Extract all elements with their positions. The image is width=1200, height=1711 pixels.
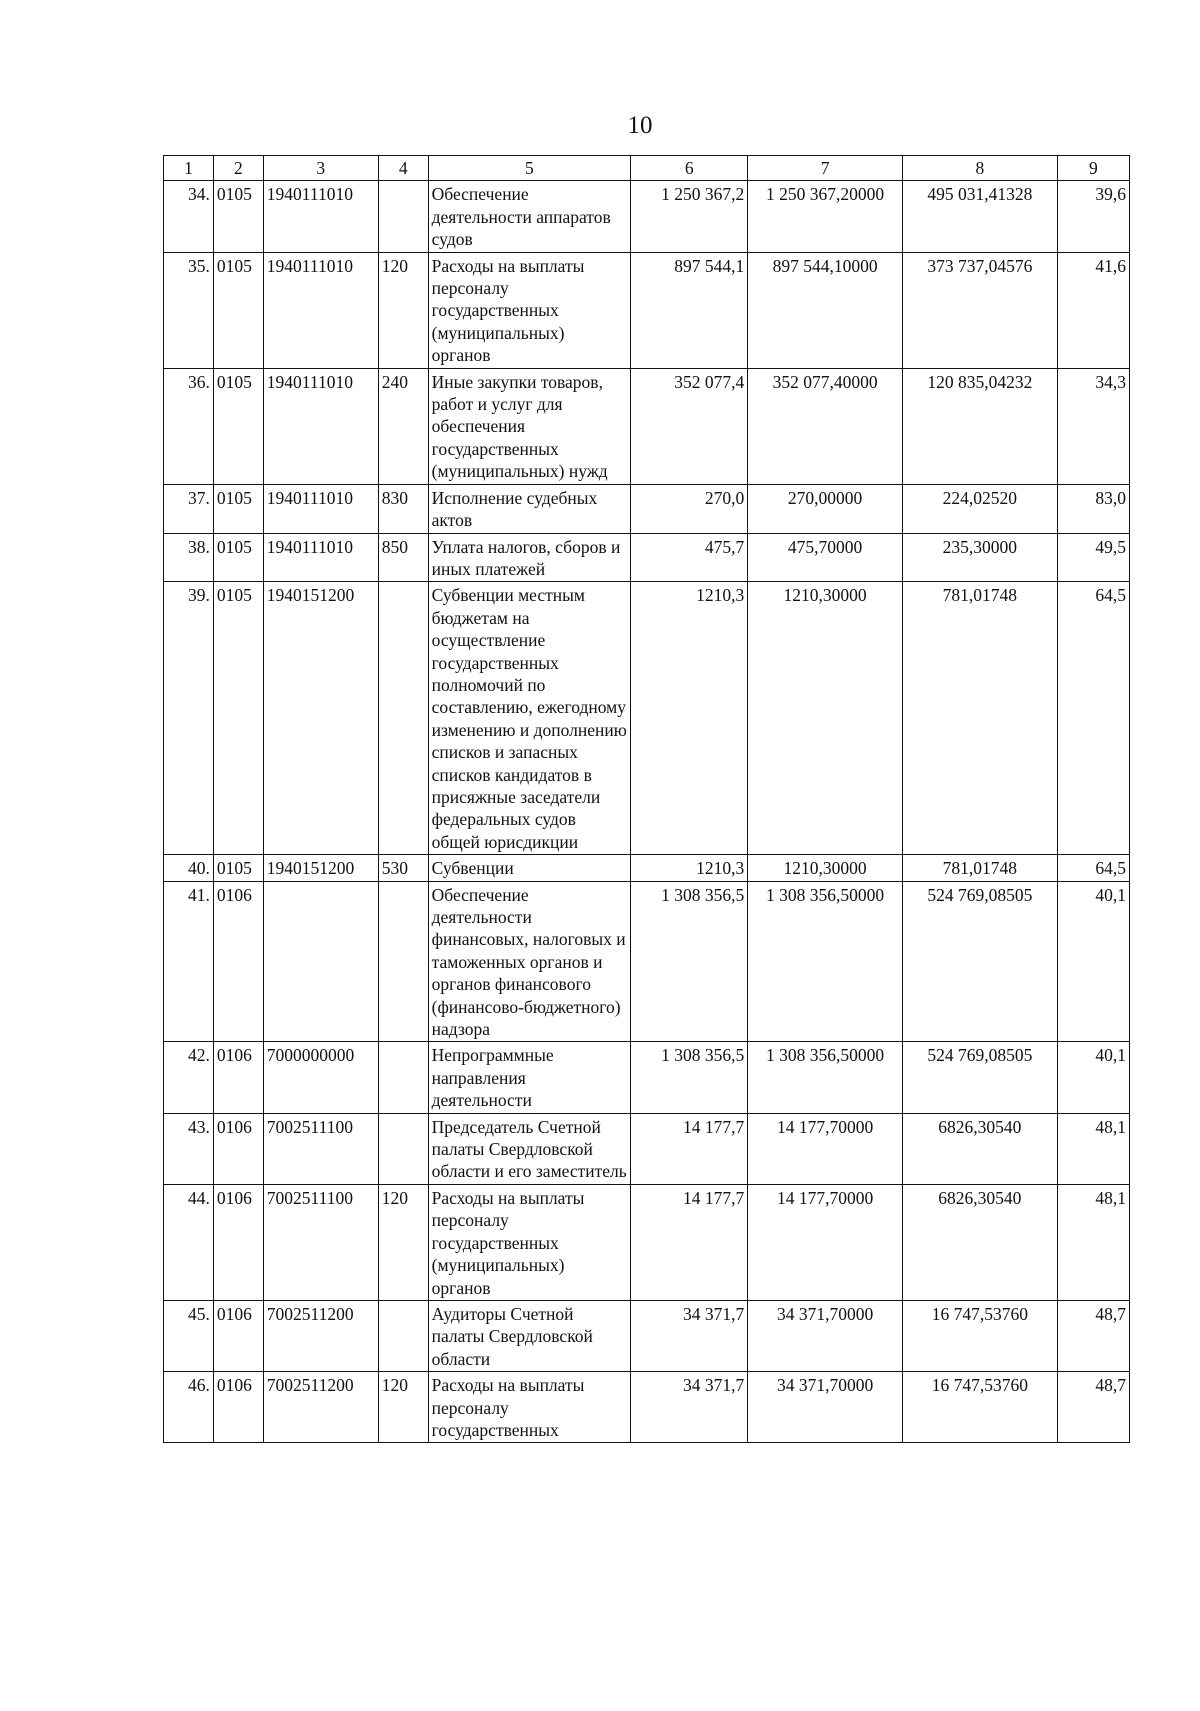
budget-amount-cell: 1 308 356,50000 <box>748 1042 903 1113</box>
row-number-cell: 39. <box>164 582 214 855</box>
executed-amount-cell: 524 769,08505 <box>902 881 1057 1042</box>
expense-type-cell <box>378 582 428 855</box>
percent-cell: 64,5 <box>1057 855 1129 881</box>
section-code-cell: 0106 <box>213 881 263 1042</box>
table-row <box>164 855 1130 881</box>
row-number-cell: 43. <box>164 1113 214 1184</box>
percent-cell: 49,5 <box>1057 533 1129 582</box>
table-row <box>164 252 1130 368</box>
expense-type-cell <box>378 1113 428 1184</box>
section-code-cell: 0105 <box>213 368 263 484</box>
budget-amount-cell: 1 308 356,50000 <box>748 881 903 1042</box>
target-article-cell: 7002511200 <box>263 1372 378 1443</box>
percent-cell: 48,1 <box>1057 1113 1129 1184</box>
plan-amount-cell: 1 250 367,2 <box>631 181 748 252</box>
name-cell: Обеспечение деятельности финансовых, налоговых и таможенных органов и органов финансового (финансово-бюджетного) надзора <box>428 881 631 1042</box>
row-number-cell: 44. <box>164 1184 214 1300</box>
plan-amount-cell: 1 308 356,5 <box>631 881 748 1042</box>
plan-amount-cell: 14 177,7 <box>631 1184 748 1300</box>
target-article-cell: 1940151200 <box>263 855 378 881</box>
expense-type-cell <box>378 1300 428 1371</box>
row-number-cell: 38. <box>164 533 214 582</box>
section-code-cell: 0106 <box>213 1113 263 1184</box>
budget-amount-cell: 352 077,40000 <box>748 368 903 484</box>
budget-amount-cell: 14 177,70000 <box>748 1113 903 1184</box>
budget-amount-cell: 270,00000 <box>748 484 903 533</box>
name-cell: Обеспечение деятельности аппаратов судов <box>428 181 631 252</box>
target-article-cell: 1940151200 <box>263 582 378 855</box>
budget-amount-cell: 34 371,70000 <box>748 1372 903 1443</box>
executed-amount-cell: 6826,30540 <box>902 1184 1057 1300</box>
name-cell: Аудиторы Счетной палаты Свердловской области <box>428 1300 631 1371</box>
percent-cell: 40,1 <box>1057 1042 1129 1113</box>
table-header-row <box>164 156 1130 181</box>
expense-type-cell <box>378 1042 428 1113</box>
header-cell: 1 <box>164 156 214 181</box>
expense-type-cell: 120 <box>378 1184 428 1300</box>
table-row <box>164 1042 1130 1113</box>
table-row <box>164 368 1130 484</box>
target-article-cell: 1940111010 <box>263 484 378 533</box>
section-code-cell: 0105 <box>213 252 263 368</box>
name-cell: Председатель Счетной палаты Свердловской области и его заместитель <box>428 1113 631 1184</box>
row-number-cell: 46. <box>164 1372 214 1443</box>
expense-type-cell: 830 <box>378 484 428 533</box>
target-article-cell: 1940111010 <box>263 368 378 484</box>
table-row <box>164 484 1130 533</box>
expense-type-cell: 120 <box>378 252 428 368</box>
target-article-cell: 1940111010 <box>263 181 378 252</box>
plan-amount-cell: 475,7 <box>631 533 748 582</box>
header-cell: 2 <box>213 156 263 181</box>
header-cell: 4 <box>378 156 428 181</box>
executed-amount-cell: 524 769,08505 <box>902 1042 1057 1113</box>
budget-amount-cell: 14 177,70000 <box>748 1184 903 1300</box>
row-number-cell: 35. <box>164 252 214 368</box>
target-article-cell <box>263 881 378 1042</box>
percent-cell: 48,7 <box>1057 1300 1129 1371</box>
row-number-cell: 40. <box>164 855 214 881</box>
header-cell: 7 <box>748 156 903 181</box>
table-row <box>164 582 1130 855</box>
executed-amount-cell: 781,01748 <box>902 855 1057 881</box>
plan-amount-cell: 270,0 <box>631 484 748 533</box>
section-code-cell: 0106 <box>213 1300 263 1371</box>
row-number-cell: 37. <box>164 484 214 533</box>
name-cell: Расходы на выплаты персоналу государственных (муниципальных) органов <box>428 1184 631 1300</box>
executed-amount-cell: 781,01748 <box>902 582 1057 855</box>
name-cell: Иные закупки товаров, работ и услуг для обеспечения государственных (муниципальных) нужд <box>428 368 631 484</box>
expense-type-cell: 120 <box>378 1372 428 1443</box>
section-code-cell: 0105 <box>213 582 263 855</box>
row-number-cell: 34. <box>164 181 214 252</box>
budget-amount-cell: 475,70000 <box>748 533 903 582</box>
plan-amount-cell: 352 077,4 <box>631 368 748 484</box>
header-cell: 6 <box>631 156 748 181</box>
table-row <box>164 1372 1130 1443</box>
header-cell: 5 <box>428 156 631 181</box>
target-article-cell: 7002511100 <box>263 1184 378 1300</box>
page-number: 10 <box>627 112 653 139</box>
expense-type-cell: 240 <box>378 368 428 484</box>
percent-cell: 64,5 <box>1057 582 1129 855</box>
executed-amount-cell: 16 747,53760 <box>902 1372 1057 1443</box>
budget-amount-cell: 1 250 367,20000 <box>748 181 903 252</box>
header-cell: 8 <box>902 156 1057 181</box>
target-article-cell: 1940111010 <box>263 252 378 368</box>
budget-amount-cell: 897 544,10000 <box>748 252 903 368</box>
section-code-cell: 0106 <box>213 1042 263 1113</box>
row-number-cell: 45. <box>164 1300 214 1371</box>
table-row <box>164 1113 1130 1184</box>
plan-amount-cell: 1210,3 <box>631 855 748 881</box>
target-article-cell: 7002511200 <box>263 1300 378 1371</box>
percent-cell: 83,0 <box>1057 484 1129 533</box>
budget-amount-cell: 1210,30000 <box>748 855 903 881</box>
row-number-cell: 41. <box>164 881 214 1042</box>
expense-type-cell: 530 <box>378 855 428 881</box>
target-article-cell: 7000000000 <box>263 1042 378 1113</box>
name-cell: Субвенции <box>428 855 631 881</box>
percent-cell: 48,7 <box>1057 1372 1129 1443</box>
section-code-cell: 0105 <box>213 484 263 533</box>
table-row <box>164 181 1130 252</box>
row-number-cell: 42. <box>164 1042 214 1113</box>
executed-amount-cell: 495 031,41328 <box>902 181 1057 252</box>
name-cell: Расходы на выплаты персоналу государственных <box>428 1372 631 1443</box>
executed-amount-cell: 6826,30540 <box>902 1113 1057 1184</box>
section-code-cell: 0105 <box>213 181 263 252</box>
expense-type-cell: 850 <box>378 533 428 582</box>
name-cell: Субвенции местным бюджетам на осуществление государственных полномочий по составлению, ежегодному изменению и дополнению списков и запасных списков кандидатов в присяжные заседатели федеральных судов общей юрисдикции <box>428 582 631 855</box>
row-number-cell: 36. <box>164 368 214 484</box>
section-code-cell: 0106 <box>213 1372 263 1443</box>
table-row <box>164 881 1130 1042</box>
executed-amount-cell: 16 747,53760 <box>902 1300 1057 1371</box>
plan-amount-cell: 1 308 356,5 <box>631 1042 748 1113</box>
header-cell: 9 <box>1057 156 1129 181</box>
section-code-cell: 0105 <box>213 533 263 582</box>
percent-cell: 40,1 <box>1057 881 1129 1042</box>
table-row <box>164 1300 1130 1371</box>
plan-amount-cell: 897 544,1 <box>631 252 748 368</box>
plan-amount-cell: 34 371,7 <box>631 1300 748 1371</box>
plan-amount-cell: 14 177,7 <box>631 1113 748 1184</box>
name-cell: Уплата налогов, сборов и иных платежей <box>428 533 631 582</box>
name-cell: Исполнение судебных актов <box>428 484 631 533</box>
executed-amount-cell: 235,30000 <box>902 533 1057 582</box>
executed-amount-cell: 120 835,04232 <box>902 368 1057 484</box>
name-cell: Расходы на выплаты персоналу государственных (муниципальных) органов <box>428 252 631 368</box>
percent-cell: 34,3 <box>1057 368 1129 484</box>
plan-amount-cell: 34 371,7 <box>631 1372 748 1443</box>
target-article-cell: 7002511100 <box>263 1113 378 1184</box>
executed-amount-cell: 373 737,04576 <box>902 252 1057 368</box>
expense-type-cell <box>378 181 428 252</box>
target-article-cell: 1940111010 <box>263 533 378 582</box>
budget-table <box>163 155 1130 1443</box>
table-row <box>164 1184 1130 1300</box>
expense-type-cell <box>378 881 428 1042</box>
section-code-cell: 0105 <box>213 855 263 881</box>
name-cell: Непрограммные направления деятельности <box>428 1042 631 1113</box>
executed-amount-cell: 224,02520 <box>902 484 1057 533</box>
budget-amount-cell: 34 371,70000 <box>748 1300 903 1371</box>
percent-cell: 48,1 <box>1057 1184 1129 1300</box>
percent-cell: 39,6 <box>1057 181 1129 252</box>
plan-amount-cell: 1210,3 <box>631 582 748 855</box>
header-cell: 3 <box>263 156 378 181</box>
table-row <box>164 533 1130 582</box>
budget-amount-cell: 1210,30000 <box>748 582 903 855</box>
percent-cell: 41,6 <box>1057 252 1129 368</box>
section-code-cell: 0106 <box>213 1184 263 1300</box>
